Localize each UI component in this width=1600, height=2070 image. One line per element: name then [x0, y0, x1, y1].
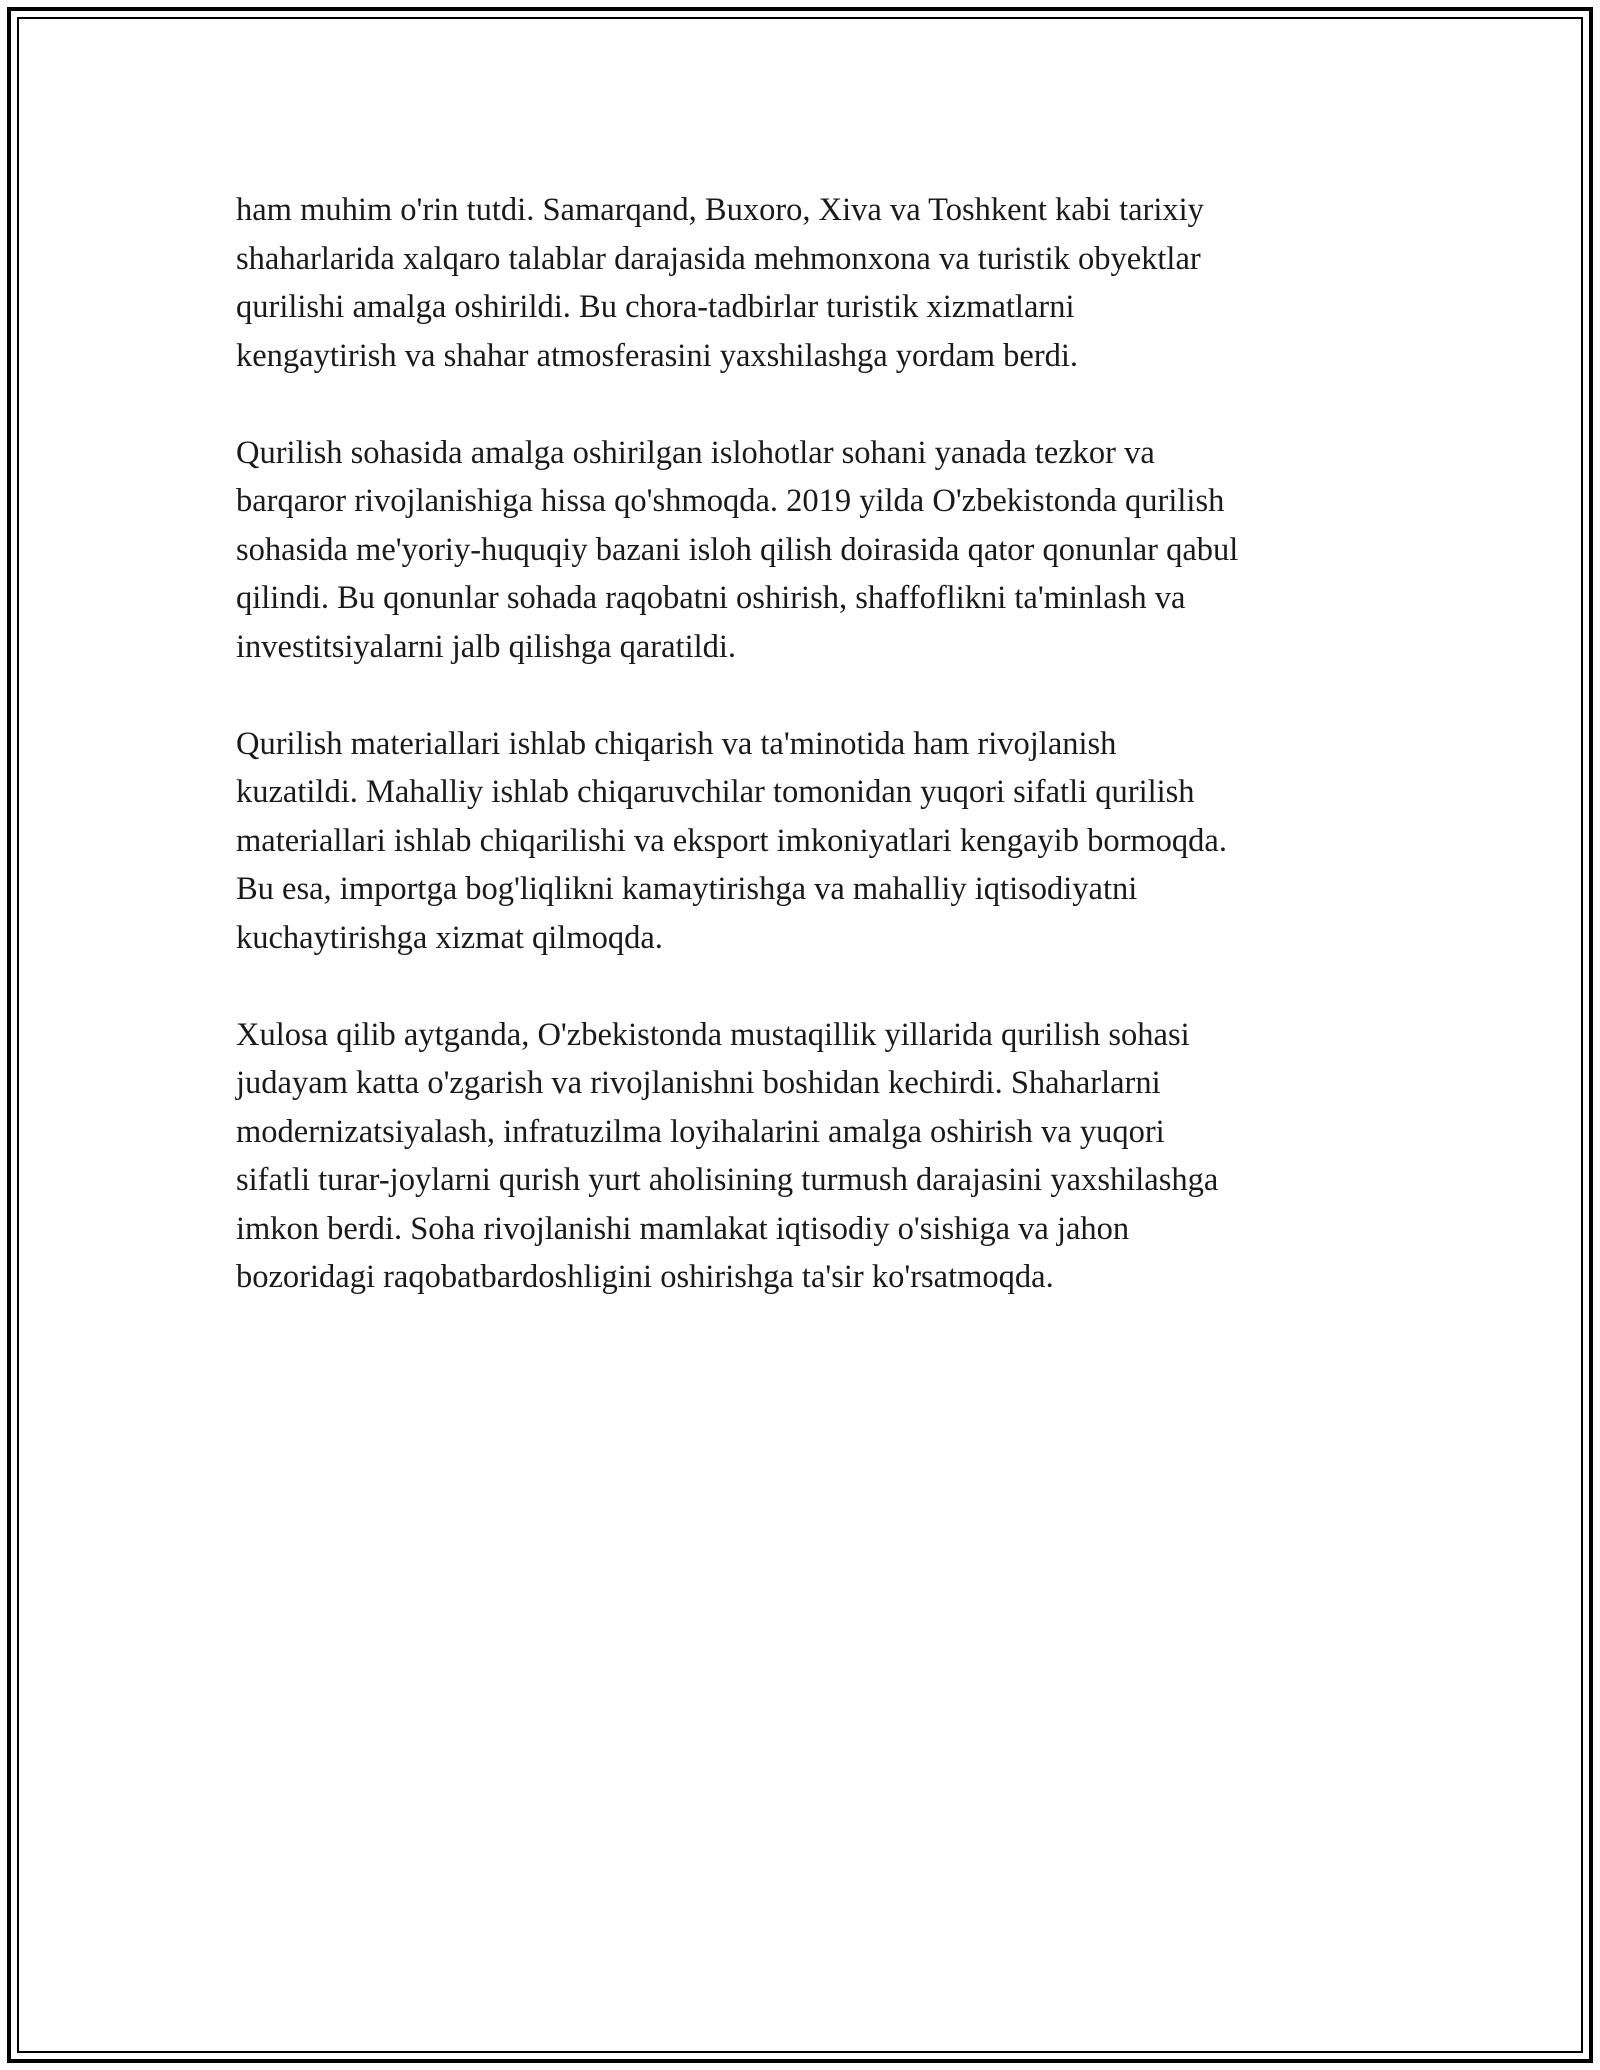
- text-line: materiallari ishlab chiqarilishi va eksport imkoniyatlari kengayib bormoqda.: [236, 822, 1227, 859]
- text-line: qurilishi amalga oshirildi. Bu chora-tadbirlar turistik xizmatlarni: [236, 289, 1075, 325]
- paragraph-reforms: [236, 429, 1386, 672]
- document-body: [236, 186, 1386, 1350]
- text-line: qilindi. Bu qonunlar sohada raqobatni oshirish, shaffoflikni ta'minlash va: [236, 580, 1186, 616]
- text-line: bozoridagi raqobatbardoshligini oshirishga ta'sir ko'rsatmoqda.: [236, 1259, 1054, 1295]
- text-line: judayam katta o'zgarish va rivojlanishni boshidan kechirdi. Shaharlarni: [236, 1065, 1161, 1101]
- text-line: sifatli turar-joylarni qurish yurt aholisining turmush darajasini yaxshilashga: [236, 1162, 1219, 1198]
- text-line: kengaytirish va shahar atmosferasini yaxshilashga yordam berdi.: [236, 337, 1079, 374]
- text-line: shaharlarida xalqaro talablar darajasida mehmonxona va turistik obyektlar: [236, 240, 1201, 277]
- text-line: ham muhim o'rin tutdi. Samarqand, Buxoro, Xiva va Toshkent kabi tarixiy: [236, 192, 1204, 228]
- text-line: imkon berdi. Soha rivojlanishi mamlakat iqtisodiy o'sishiga va jahon: [236, 1210, 1130, 1247]
- text-line: Qurilish sohasida amalga oshirilgan islohotlar sohani yanada tezkor va: [236, 434, 1155, 471]
- text-line: sohasida me'yoriy-huquqiy bazani isloh qilish doirasida qator qonunlar qabul: [236, 531, 1239, 568]
- text-line: Xulosa qilib aytganda, O'zbekistonda mustaqillik yillarida qurilish sohasi: [236, 1016, 1190, 1053]
- text-line: modernizatsiyalash, infratuzilma loyihalarini amalga oshirish va yuqori: [236, 1113, 1165, 1150]
- text-line: investitsiyalarni jalb qilishga qaratildi.: [236, 628, 737, 665]
- text-line: Qurilish materiallari ishlab chiqarish va ta'minotida ham rivojlanish: [236, 725, 1117, 762]
- text-line: Bu esa, importga bog'liqlikni kamaytirishga va mahalliy iqtisodiyatni: [236, 871, 1138, 907]
- text-line: barqaror rivojlanishiga hissa qo'shmoqda. 2019 yilda O'zbekistonda qurilish: [236, 483, 1225, 519]
- paragraph-materials: [236, 720, 1386, 963]
- paragraph-tourism: [236, 186, 1386, 380]
- text-line: kuzatildi. Mahalliy ishlab chiqaruvchilar tomonidan yuqori sifatli qurilish: [236, 774, 1195, 810]
- paragraph-conclusion: [236, 1011, 1386, 1302]
- text-line: kuchaytirishga xizmat qilmoqda.: [236, 919, 663, 956]
